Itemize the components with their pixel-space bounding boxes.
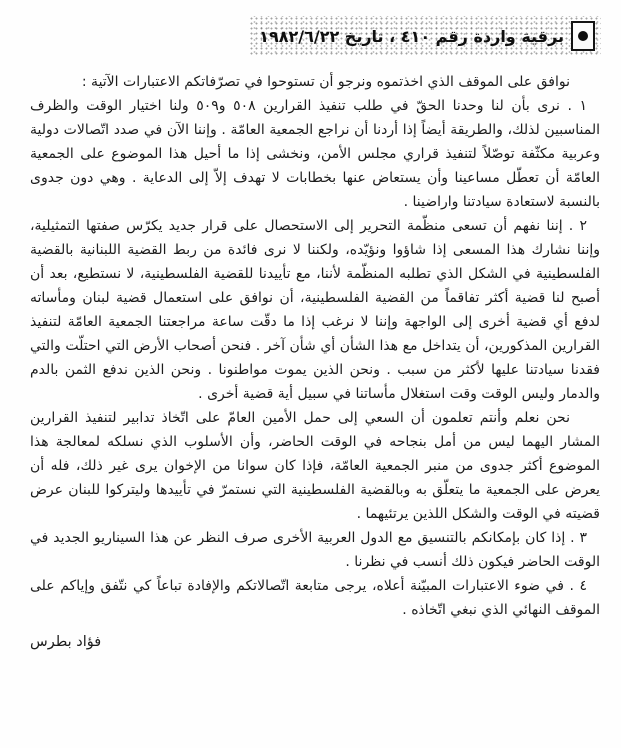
paragraph-secretary-general: نحن نعلم وأنتم تعلمون أن السعي إلى حمل الأمين العامّ على اتّخاذ تدابير لتنفيذ القرارين المشار اليهما ليس من أمل بنجاحه في الوقت الحاضر، وأن الأسلوب الذي نسلكه لمعالجة هذا الموضوع أكثر جدوى من منبر الجمعية العامّة، فإذا كان سوانا من الإخوان يرى غير ذلك، فله أن يعرض على الجمعية ما يتعلّق به وبالقضية الفلسطينية التي نستمرّ في تأييدها وليتركوا للبنان عرض قضيته في الوقت والشكل اللذين يرتئيهما . <box>30 410 600 522</box>
paragraph-item-3: ٣ . إذا كان بإمكانكم بالتنسيق مع الدول العربية الأخرى صرف النظر عن هذا السيناريو الجديد في الوقت الحاضر فيكون ذلك أنسب في نظرنا . <box>30 530 600 570</box>
intro-paragraph: نوافق على الموقف الذي اخذتموه ونرجو أن تستوحوا في تصرّفاتكم الاعتبارات الآتية : <box>81 74 570 90</box>
paragraph-item-4: ٤ . في ضوء الاعتبارات المبيّنة أعلاه، يرجى متابعة اتّصالاتكم والإفادة تباعاً كي نتّفق وإياكم على الموقف النهائي الذي نبغي اتّخاذه . <box>30 578 600 618</box>
header-stamp-area <box>249 16 601 57</box>
telegram-header-title: برقية واردة رقم ٤١٠ ، تاريخ ١٩٨٢/٦/٢٢ <box>259 26 564 46</box>
signature: فؤاد بطرس <box>30 634 102 650</box>
paragraph-item-1: ١ . نرى بأن لنا وحدنا الحقّ في طلب تنفيذ القرارين ٥٠٨ و٥٠٩ ولنا اختيار الوقت والظرف المناسبين لذلك، والطريقة أيضاً إذا أردنا أن نراجع الجمعية العامّة . وإننا الآن في صدد اتّصالات دولية وعربية مكثّفة توصّلاً لتنفيذ قراري مجلس الأمن، ونخشى إذا ما أحيل هذا الموضوع على الجمعية العامّة أن تعطّل مساعينا وأن يستعاض عنها بخطابات لا تهدف إلاّ إلى الدعاية . وهي دون جدوى بالنسبة لاستعادة سيادتنا واراضينا . <box>30 98 600 210</box>
bullet-dot-icon <box>578 31 588 41</box>
dot-in-square-icon <box>571 21 595 51</box>
document-body <box>0 57 621 622</box>
document-header <box>0 0 621 57</box>
paragraph-item-2: ٢ . إننا نفهم أن تسعى منظّمة التحرير إلى الاستحصال على قرار جديد يكرّس صفتها التمثيلية، وإننا نشارك هذا المسعى إذا شاؤوا ونؤيّده، ولكننا لا نرى فائدة من ربط القضية اللبنانية بالقضية الفلسطينية في الشكل الذي تطلبه المنظّمة لأننا، مع تأييدنا للقضية الفلسطينية، لا نستطيع، بعد أن أصبح لنا قضية أكثر تفاقماً من القضية الفلسطينية، أن نوافق على استعمال قضية لبنان ومأساته لدفع أي قضية أخرى إلى الواجهة وإننا لا نرغب إذا ما دقّت ساعة مراجعتنا الجمعية العامّة لتنفيذ القرارين المذكورين، أن يتداخل مع هذا الشأن أي شأن آخر . فنحن أصحاب الأرض التي احتلّت والتي فقدنا سيادتنا عليها لأكثر من سبب . ونحن الذين يموت مواطنونا . ونحن الذين ندفع الثمن بالدم والدمار وليس الوقت وقت استغلال مأساتنا في سبيل أية قضية أخرى . <box>30 218 600 402</box>
